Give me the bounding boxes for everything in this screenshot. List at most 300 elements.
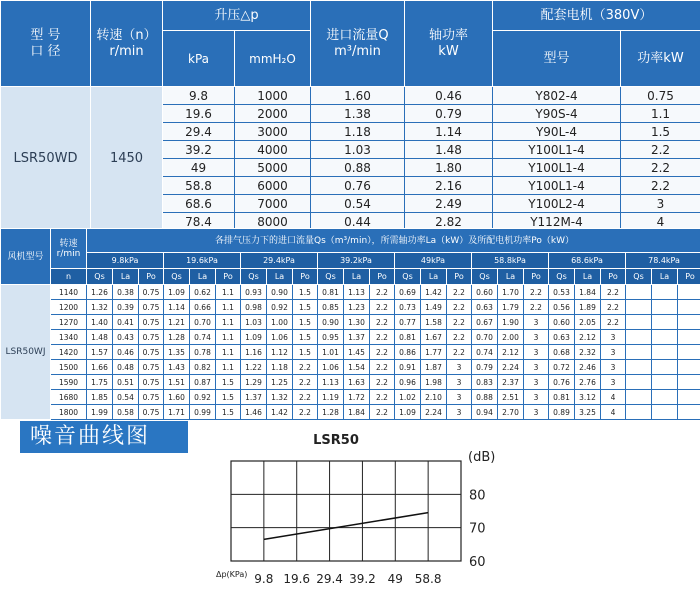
table-cell: 2.32 (575, 345, 601, 360)
table-cell: 1.5 (293, 330, 318, 345)
table-cell: 0.63 (549, 330, 575, 345)
table-cell: 1.35 (164, 345, 190, 360)
table-cell: 1590 (51, 375, 87, 390)
table-cell: 2.12 (498, 345, 524, 360)
fan-model-header: 风机型号 (1, 229, 51, 285)
pressure-group-header: 58.8kPa (472, 253, 549, 269)
table-cell: 1.80 (405, 159, 493, 177)
table-cell: 0.63 (472, 300, 498, 315)
table-cell: 1.1 (216, 315, 241, 330)
table-cell: 1000 (235, 87, 311, 105)
table-cell: 0.75 (139, 345, 164, 360)
table-cell: 1.79 (498, 300, 524, 315)
table-cell: 0.93 (241, 285, 267, 300)
table-cell: 1.09 (164, 285, 190, 300)
table-cell: 0.76 (549, 375, 575, 390)
table-cell: 2.2 (447, 345, 472, 360)
table-cell: 0.75 (139, 360, 164, 375)
table-cell: 1.03 (311, 141, 405, 159)
table-cell: 2.2 (524, 300, 549, 315)
table-cell (678, 300, 700, 315)
table-cell: 1.32 (267, 390, 293, 405)
table-cell: 0.85 (318, 300, 344, 315)
table-cell: 3 (524, 345, 549, 360)
table-cell: 1.42 (267, 405, 293, 420)
sub-header: Po (370, 269, 395, 285)
table-cell (678, 315, 700, 330)
table-cell: 0.75 (139, 375, 164, 390)
pressure-group-header: 49kPa (395, 253, 472, 269)
table-cell: 2.12 (575, 330, 601, 345)
table-cell: 0.60 (472, 285, 498, 300)
table-cell: 2.00 (498, 330, 524, 345)
table-cell: 1200 (51, 300, 87, 315)
table-cell: 1.5 (293, 345, 318, 360)
table-cell: 2.10 (421, 390, 447, 405)
x-tick-label: 58.8 (414, 572, 442, 586)
table-cell: 2.51 (498, 390, 524, 405)
table-cell: 1.84 (344, 405, 370, 420)
table-cell: 1.85 (87, 390, 113, 405)
table-cell: 1.06 (267, 330, 293, 345)
table-cell: Y112M-4 (493, 213, 621, 231)
sub-header: Po (601, 269, 626, 285)
table-cell (626, 405, 652, 420)
table-cell: 1.1 (216, 345, 241, 360)
table-cell: 2.2 (601, 285, 626, 300)
table-cell: 49 (163, 159, 235, 177)
table-cell: 2.2 (370, 300, 395, 315)
table-cell: 2.76 (575, 375, 601, 390)
table-cell: 0.75 (621, 87, 700, 105)
table-cell: 3 (524, 375, 549, 390)
chart-title: LSR50 (313, 433, 359, 448)
table-cell: 0.75 (139, 285, 164, 300)
table-cell: 0.60 (549, 315, 575, 330)
table-cell (652, 300, 678, 315)
table-cell: 1800 (51, 405, 87, 420)
table-cell: 0.75 (139, 315, 164, 330)
table-cell: Y100L1-4 (493, 159, 621, 177)
sub-header: Po (447, 269, 472, 285)
table-cell: 1420 (51, 345, 87, 360)
sub-header: La (421, 269, 447, 285)
table-cell: 2.2 (293, 405, 318, 420)
x-tick-label: 49 (387, 572, 403, 586)
table-cell: 0.92 (267, 300, 293, 315)
table-cell: Y802-4 (493, 87, 621, 105)
table-cell: 2000 (235, 105, 311, 123)
table-cell: 0.75 (139, 300, 164, 315)
table-cell: 1270 (51, 315, 87, 330)
sub-header: La (498, 269, 524, 285)
speed-header: 转速（n） r/min (91, 1, 163, 87)
table-cell: 1.03 (241, 315, 267, 330)
table-cell: 0.81 (395, 330, 421, 345)
table-cell: 2.2 (447, 330, 472, 345)
sub-header: Qs (318, 269, 344, 285)
table-cell: 1.32 (87, 300, 113, 315)
table-cell (652, 345, 678, 360)
table-row (1, 405, 700, 420)
table-cell: 1.14 (405, 123, 493, 141)
table-row (1, 285, 700, 300)
table-cell: 0.74 (472, 345, 498, 360)
motor-power-header: 功率kW (621, 31, 700, 87)
table-cell: 2.2 (370, 360, 395, 375)
table-cell (678, 405, 700, 420)
table-cell: 1.89 (575, 300, 601, 315)
table-cell: 0.89 (549, 405, 575, 420)
model-header: 型 号 口 径 (1, 1, 91, 87)
table-cell: 2.2 (447, 300, 472, 315)
table-cell: Y90S-4 (493, 105, 621, 123)
noise-curve-chart (206, 421, 496, 591)
table-cell: 2.2 (370, 330, 395, 345)
pressure-header: 升压△p (163, 1, 311, 31)
table-cell (652, 285, 678, 300)
motor-header: 配套电机（380V） (493, 1, 700, 31)
table-cell: 3 (524, 405, 549, 420)
table-cell: 1.1 (621, 105, 700, 123)
table-cell: 1.18 (267, 360, 293, 375)
table-cell: 1.45 (344, 345, 370, 360)
table-cell: 1.72 (344, 390, 370, 405)
table-cell: 0.67 (472, 315, 498, 330)
table-cell: 1.5 (293, 315, 318, 330)
table-cell: 3000 (235, 123, 311, 141)
table-cell (626, 315, 652, 330)
table-cell: 0.54 (113, 390, 139, 405)
table-row (1, 345, 700, 360)
sub-header: Qs (472, 269, 498, 285)
speed-header-2: 转速 r/min (51, 229, 87, 269)
table-cell: 0.90 (318, 315, 344, 330)
mmh2o-header: mmH₂O (235, 31, 311, 87)
table-cell: 19.6 (163, 105, 235, 123)
table-cell: 2.2 (621, 159, 700, 177)
table-cell: 1.18 (311, 123, 405, 141)
pressure-group-header: 78.4kPa (626, 253, 700, 269)
table-cell: 2.2 (621, 177, 700, 195)
table-cell: 1.67 (421, 330, 447, 345)
sub-header: Qs (626, 269, 652, 285)
table-cell (678, 345, 700, 360)
table-cell: 0.70 (190, 315, 216, 330)
table-cell: 1.51 (164, 375, 190, 390)
plot-frame (231, 461, 461, 561)
table-cell: 0.46 (113, 345, 139, 360)
sub-header: Qs (164, 269, 190, 285)
table-cell: 2.2 (293, 360, 318, 375)
table-cell: 1.43 (164, 360, 190, 375)
table-cell (678, 285, 700, 300)
table-cell: 1.29 (241, 375, 267, 390)
table-cell: 0.46 (405, 87, 493, 105)
y-tick-label: 80 (469, 488, 486, 504)
table-cell: 1.21 (164, 315, 190, 330)
table-cell: 1.60 (311, 87, 405, 105)
table-cell: 1.49 (421, 300, 447, 315)
table-cell: 2.2 (524, 285, 549, 300)
table-cell (678, 330, 700, 345)
table-cell: 0.54 (311, 195, 405, 213)
sub-header: Qs (87, 269, 113, 285)
table-cell: 2.16 (405, 177, 493, 195)
table-cell: 1.28 (318, 405, 344, 420)
table-cell: 0.51 (113, 375, 139, 390)
table-cell: 2.2 (370, 375, 395, 390)
table-cell: 1.71 (164, 405, 190, 420)
table-cell: 1.25 (267, 375, 293, 390)
pressure-group-header: 9.8kPa (87, 253, 164, 269)
table-cell: 1.84 (575, 285, 601, 300)
y-axis-label: (dB) (468, 450, 496, 465)
table-cell: 2.2 (293, 375, 318, 390)
x-tick-label: 9.8 (254, 572, 274, 586)
table-cell: 3.25 (575, 405, 601, 420)
table-cell: 1.54 (344, 360, 370, 375)
table-cell: 0.68 (549, 345, 575, 360)
sub-header: Po (293, 269, 318, 285)
table-cell: 1.1 (216, 360, 241, 375)
table-cell: 78.4 (163, 213, 235, 231)
table-cell: 0.94 (472, 405, 498, 420)
table-cell: 9.8 (163, 87, 235, 105)
table-cell: 2.2 (447, 285, 472, 300)
table-cell: 7000 (235, 195, 311, 213)
table-cell: 1.12 (267, 345, 293, 360)
table-cell: 0.91 (395, 360, 421, 375)
table-cell: 0.77 (395, 315, 421, 330)
table-cell: 2.2 (370, 285, 395, 300)
table-cell: 3 (601, 330, 626, 345)
flow-header: 进口流量Q m³/min (311, 1, 405, 87)
table-cell: Y100L1-4 (493, 177, 621, 195)
table-cell: 3 (524, 360, 549, 375)
table-cell: 2.2 (370, 405, 395, 420)
table-cell: 0.81 (318, 285, 344, 300)
sub-header: Qs (549, 269, 575, 285)
table-cell: 1.70 (498, 285, 524, 300)
table-cell: 29.4 (163, 123, 235, 141)
table-cell: 1.5 (216, 375, 241, 390)
table-cell (626, 300, 652, 315)
sub-header: La (652, 269, 678, 285)
n-header: n (51, 269, 87, 285)
table-cell: 1.48 (405, 141, 493, 159)
table-cell: 58.8 (163, 177, 235, 195)
table-cell: 1.1 (216, 330, 241, 345)
sub-header: Po (678, 269, 700, 285)
table-cell: 1680 (51, 390, 87, 405)
speed-cell: 1450 (91, 87, 163, 231)
pressure-group-header: 68.6kPa (549, 253, 626, 269)
x-tick-label: 39.2 (349, 572, 376, 586)
table-cell: 1.5 (216, 390, 241, 405)
table-cell (652, 390, 678, 405)
table-cell: 0.87 (190, 375, 216, 390)
table-cell (626, 375, 652, 390)
table-cell: 1.22 (241, 360, 267, 375)
table-cell: 0.38 (113, 285, 139, 300)
table-cell: 1.46 (241, 405, 267, 420)
table-cell: 1.37 (241, 390, 267, 405)
table-cell: 1.42 (421, 285, 447, 300)
table-cell: 0.56 (549, 300, 575, 315)
table-cell: 0.99 (190, 405, 216, 420)
table-cell: 1.02 (395, 390, 421, 405)
table-cell: 0.75 (139, 405, 164, 420)
table-cell: 0.43 (113, 330, 139, 345)
kpa-header: kPa (163, 31, 235, 87)
table-cell: 1.98 (421, 375, 447, 390)
table-cell: 2.2 (601, 300, 626, 315)
y-tick-label: 60 (469, 555, 486, 570)
sub-header: Qs (395, 269, 421, 285)
table-cell: 0.86 (395, 345, 421, 360)
table-cell: 0.74 (190, 330, 216, 345)
table-cell: 0.92 (190, 390, 216, 405)
table-cell: 1.57 (87, 345, 113, 360)
condition-description: 各排气压力下的进口流量Qs（m³/min），所需轴功率La（kW）及所配电机功率Po（kW） (87, 229, 700, 253)
table-cell: 1.00 (267, 315, 293, 330)
table-cell: 0.53 (549, 285, 575, 300)
table-cell: 2.2 (293, 390, 318, 405)
table-cell: 2.2 (621, 141, 700, 159)
table-cell: 3 (524, 315, 549, 330)
table-cell: 2.82 (405, 213, 493, 231)
performance-table-lsr50wd (0, 0, 700, 231)
table-cell (652, 360, 678, 375)
table-cell: 2.70 (498, 405, 524, 420)
table-cell (652, 375, 678, 390)
sub-header: La (267, 269, 293, 285)
table-cell: 1.37 (344, 330, 370, 345)
shaft-power-header: 轴功率 kW (405, 1, 493, 87)
table-cell: Y90L-4 (493, 123, 621, 141)
table-cell (652, 330, 678, 345)
table-cell: 3 (601, 345, 626, 360)
sub-header: Po (139, 269, 164, 285)
table-cell: 1.14 (164, 300, 190, 315)
table-cell (678, 360, 700, 375)
table-cell: 0.75 (139, 390, 164, 405)
table-row (1, 300, 700, 315)
table-cell: 1340 (51, 330, 87, 345)
table-cell: 39.2 (163, 141, 235, 159)
table-cell: 0.69 (395, 285, 421, 300)
table-cell (626, 345, 652, 360)
sub-header: Qs (241, 269, 267, 285)
table-cell: 1500 (51, 360, 87, 375)
sub-header: La (575, 269, 601, 285)
noise-series-line (264, 513, 428, 540)
table-cell: 2.37 (498, 375, 524, 390)
table-cell: 1.48 (87, 330, 113, 345)
table-cell: 1140 (51, 285, 87, 300)
table-cell: 1.5 (621, 123, 700, 141)
table-cell: 0.82 (190, 360, 216, 375)
table-cell: 0.75 (139, 330, 164, 345)
x-tick-label: 29.4 (316, 572, 343, 586)
table-cell: 0.70 (472, 330, 498, 345)
table-cell: 3 (601, 375, 626, 390)
motor-model-header: 型号 (493, 31, 621, 87)
table-cell: 1.09 (241, 330, 267, 345)
table-cell: 0.96 (395, 375, 421, 390)
table-cell: 4 (621, 213, 700, 231)
table-cell (652, 405, 678, 420)
table-cell: 3 (447, 405, 472, 420)
table-cell: 1.60 (164, 390, 190, 405)
table-cell: 0.62 (190, 285, 216, 300)
table-cell: 1.16 (241, 345, 267, 360)
table-cell: 2.24 (498, 360, 524, 375)
table-cell (678, 375, 700, 390)
table-cell: 8000 (235, 213, 311, 231)
table-cell: 1.40 (87, 315, 113, 330)
table-cell: 1.13 (318, 375, 344, 390)
table-cell: 2.2 (447, 315, 472, 330)
table-cell: 2.2 (601, 315, 626, 330)
sub-header: La (344, 269, 370, 285)
table-cell: 1.13 (344, 285, 370, 300)
table-cell: 0.79 (405, 105, 493, 123)
table-cell: 1.30 (344, 315, 370, 330)
table-cell (626, 390, 652, 405)
table-cell: 0.48 (113, 360, 139, 375)
table-cell: 1.23 (344, 300, 370, 315)
table-cell: 3 (447, 375, 472, 390)
sub-header: La (190, 269, 216, 285)
table-cell: 0.73 (395, 300, 421, 315)
table-cell: 0.79 (472, 360, 498, 375)
table-cell: 0.76 (311, 177, 405, 195)
table-cell: 0.58 (113, 405, 139, 420)
table-row (1, 315, 700, 330)
table-cell (678, 390, 700, 405)
table-cell: 0.44 (311, 213, 405, 231)
table-cell: 0.72 (549, 360, 575, 375)
table-cell: 0.88 (472, 390, 498, 405)
sub-header: Po (216, 269, 241, 285)
table-cell: Y100L1-4 (493, 141, 621, 159)
table-cell: 2.05 (575, 315, 601, 330)
table-cell: 1.06 (318, 360, 344, 375)
table-cell: 4 (601, 405, 626, 420)
table-cell: 0.83 (472, 375, 498, 390)
table-cell: 1.90 (498, 315, 524, 330)
table-cell: 1.26 (87, 285, 113, 300)
table-cell: 0.66 (190, 300, 216, 315)
table-cell: 1.38 (311, 105, 405, 123)
performance-table-lsr50wj (0, 228, 700, 420)
table-cell: 1.28 (164, 330, 190, 345)
table-cell: 3 (524, 390, 549, 405)
y-tick-label: 70 (469, 521, 486, 537)
table-row (1, 375, 700, 390)
table-row (1, 330, 700, 345)
table-cell: 1.63 (344, 375, 370, 390)
table-cell: 1.5 (293, 285, 318, 300)
table-cell: 0.95 (318, 330, 344, 345)
table-cell: 1.19 (318, 390, 344, 405)
table-cell: 3 (621, 195, 700, 213)
table-row (1, 87, 700, 105)
pressure-group-header: 29.4kPa (241, 253, 318, 269)
x-tick-label: 19.6 (283, 572, 311, 586)
